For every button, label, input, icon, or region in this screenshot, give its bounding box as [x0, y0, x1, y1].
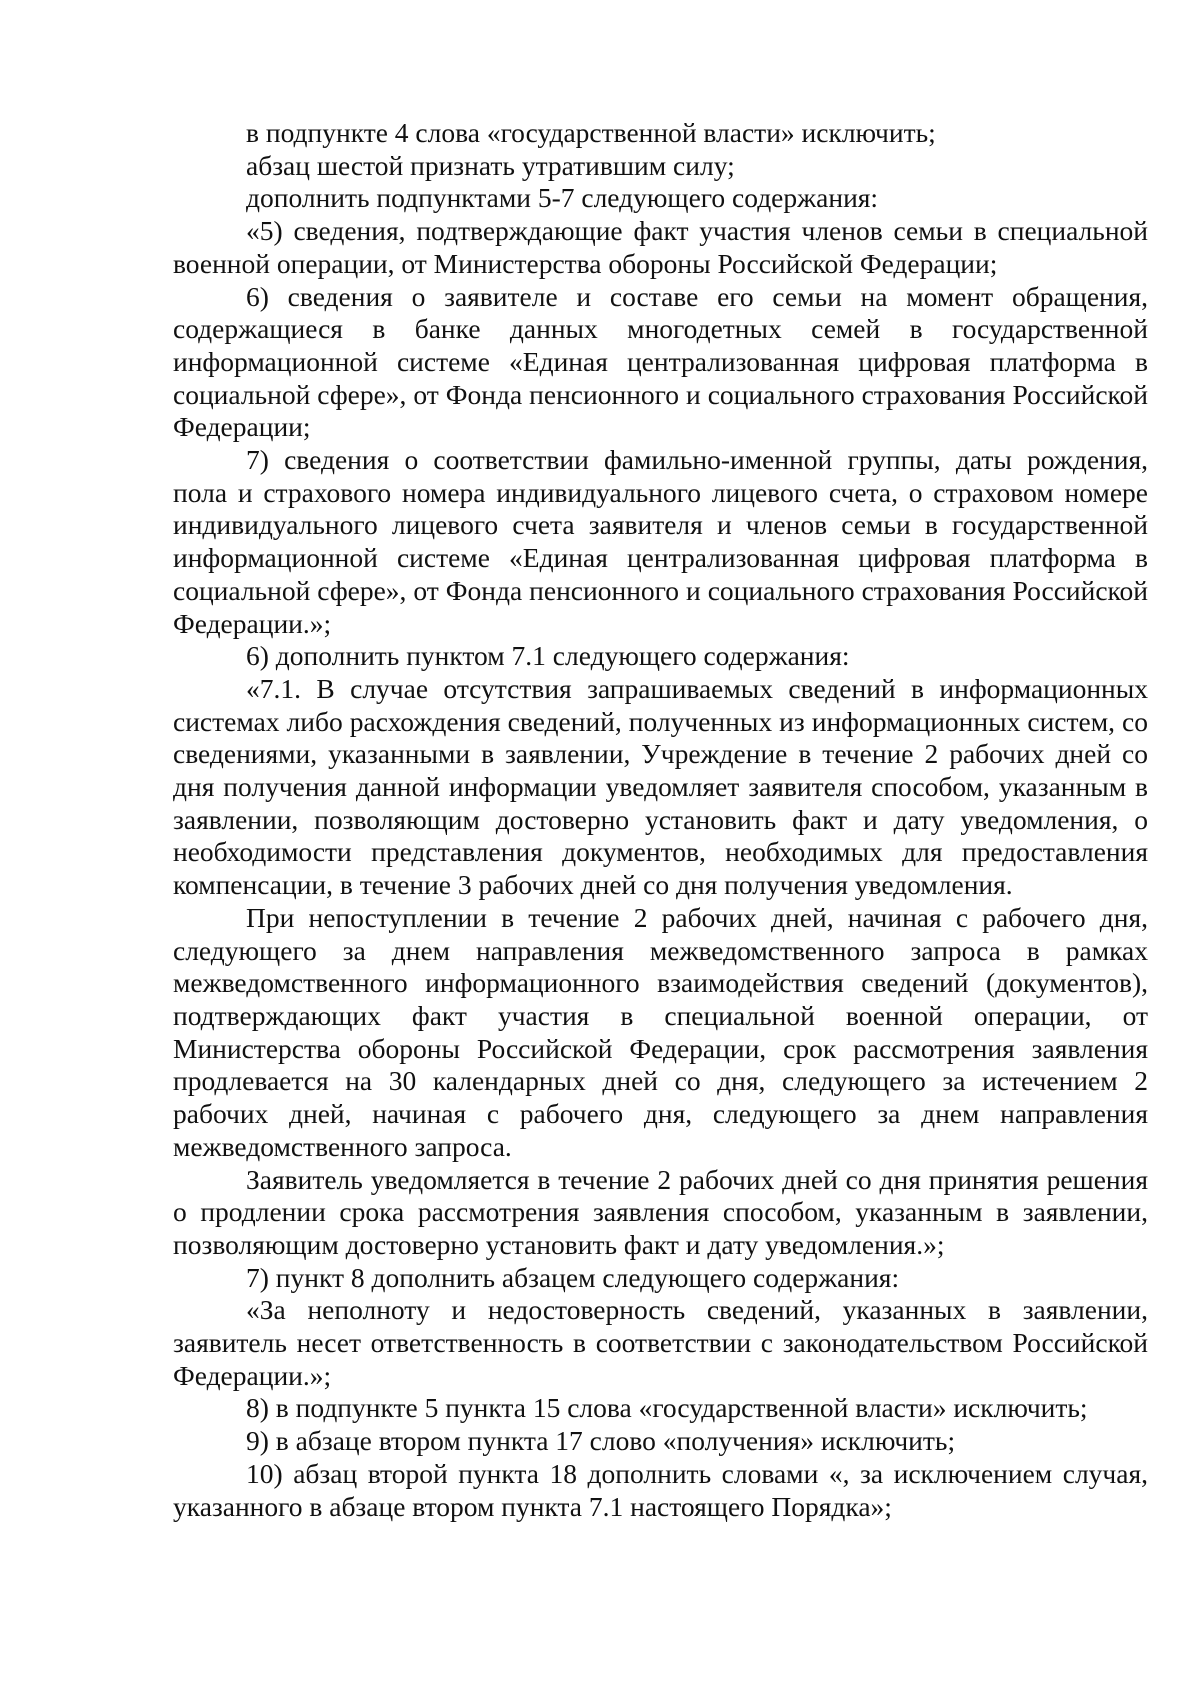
paragraph: «7.1. В случае отсутствия запрашиваемых сведений в информационных системах либо расхождения сведений, полученных из информационных систем, со сведениями, указанными в заявлении, Учреждение в течение 2 рабочих дней со дня получения данной информации уведомляет заявителя способом, указанным в заявлении, позволяющим достоверно установить факт и дату уведомления, о необходимости представления документов, необходимых для предоставления компенсации, в течение 3 рабочих дней со дня получения уведомления.	[173, 672, 1148, 901]
paragraph: 10) абзац второй пункта 18 дополнить словами «, за исключением случая, указанного в абзаце втором пункта 7.1 настоящего Порядка»;	[173, 1457, 1148, 1522]
paragraph: 6) дополнить пунктом 7.1 следующего содержания:	[246, 640, 850, 672]
paragraph: 7) пункт 8 дополнить абзацем следующего содержания:	[246, 1261, 900, 1293]
paragraph: При непоступлении в течение 2 рабочих дней, начиная с рабочего дня, следующего за днем направления межведомственного запроса в рамках межведомственного информационного взаимодействия сведений (документов), подтверждающих факт участия в специальной военной операции, от Министерства обороны Российской Федерации, срок рассмотрения заявления продлевается на 30 календарных дней со дня, следующего за истечением 2 рабочих дней, начиная с рабочего дня, следующего за днем направления межведомственного запроса.	[173, 901, 1148, 1162]
document-body	[173, 117, 1148, 1523]
paragraph: абзац шестой признать утратившим силу;	[246, 149, 735, 181]
paragraph: 6) сведения о заявителе и составе его семьи на момент обращения, содержащиеся в банке данных многодетных семей в государственной информационной системе «Единая централизованная цифровая платформа в социальной сфере», от Фонда пенсионного и социального страхования Российской Федерации;	[173, 280, 1148, 443]
paragraph: 8) в подпункте 5 пункта 15 слова «государственной власти» исключить;	[246, 1392, 1088, 1424]
paragraph: «5) сведения, подтверждающие факт участия членов семьи в специальной военной операции, от Министерства обороны Российской Федерации;	[173, 215, 1148, 279]
paragraph: «За неполноту и недостоверность сведений, указанных в заявлении, заявитель несет ответственность в соответствии с законодательством Российской Федерации.»;	[173, 1294, 1148, 1391]
paragraph: 9) в абзаце втором пункта 17 слово «получения» исключить;	[246, 1425, 956, 1457]
paragraph: в подпункте 4 слова «государственной власти» исключить;	[246, 117, 936, 148]
paragraph: Заявитель уведомляется в течение 2 рабочих дней со дня принятия решения о продлении срока рассмотрения заявления способом, указанным в заявлении, позволяющим достоверно установить факт и дату уведомления.»;	[173, 1163, 1148, 1260]
paragraph: 7) сведения о соответствии фамильно-именной группы, даты рождения, пола и страхового номера индивидуального лицевого счета, о страховом номере индивидуального лицевого счета заявителя и членов семьи в государственной информационной системе «Единая централизованная цифровая платформа в социальной сфере», от Фонда пенсионного и социального страхования Российской Федерации.»;	[173, 444, 1148, 639]
paragraph: дополнить подпунктами 5-7 следующего содержания:	[246, 182, 879, 214]
